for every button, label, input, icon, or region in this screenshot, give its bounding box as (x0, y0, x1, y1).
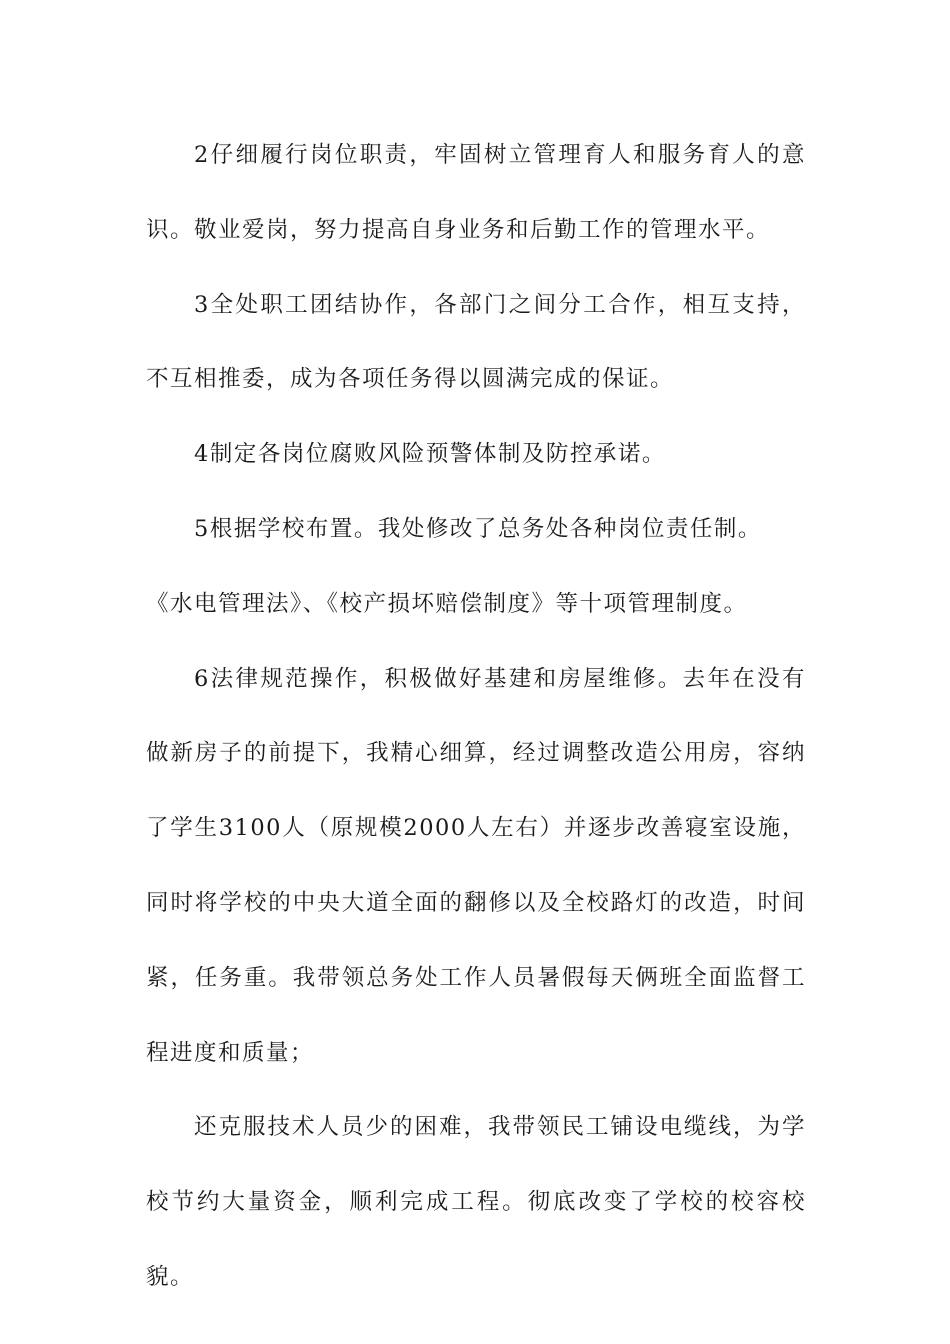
paragraph-cable-laying: 还克服技术人员少的困难，我带领民工铺设电缆线，为学校节约大量资金，顺利完成工程。彻底改变了学校的校容校貌。 (146, 1114, 806, 1290)
paragraph-teamwork: 3全处职工团结协作，各部门之间分工合作，相互支持，不互相推委，成为各项任务得以圆满完成的保证。 (146, 291, 806, 393)
paragraph-construction: 6法律规范操作，积极做好基建和房屋维修。去年在没有做新房子的前提下，我精心细算，经过调整改造公用房，容纳了学生3100人（原规模2000人左右）并逐步改善寝室设施，同时将学校的中央大道全面的翻修以及全校路灯的改造，时间紧，任务重。我带领总务处工作人员暑假每天俩班全面监督工程进度和质量； (146, 665, 806, 1066)
paragraph-responsibility-system: 5根据学校布置。我处修改了总务处各种岗位责任制。 (194, 515, 762, 542)
paragraph-risk-warning: 4制定各岗位腐败风险预警体制及防控承诺。 (194, 441, 666, 468)
paragraph-regulations: 《水电管理法》、《校产损坏赔偿制度》等十项管理制度。 (146, 590, 748, 617)
paragraph-duty: 2仔细履行岗位职责，牢固树立管理育人和服务育人的意识。敬业爱岗，努力提高自身业务和后勤工作的管理水平。 (146, 142, 806, 243)
document-body (146, 118, 806, 1315)
